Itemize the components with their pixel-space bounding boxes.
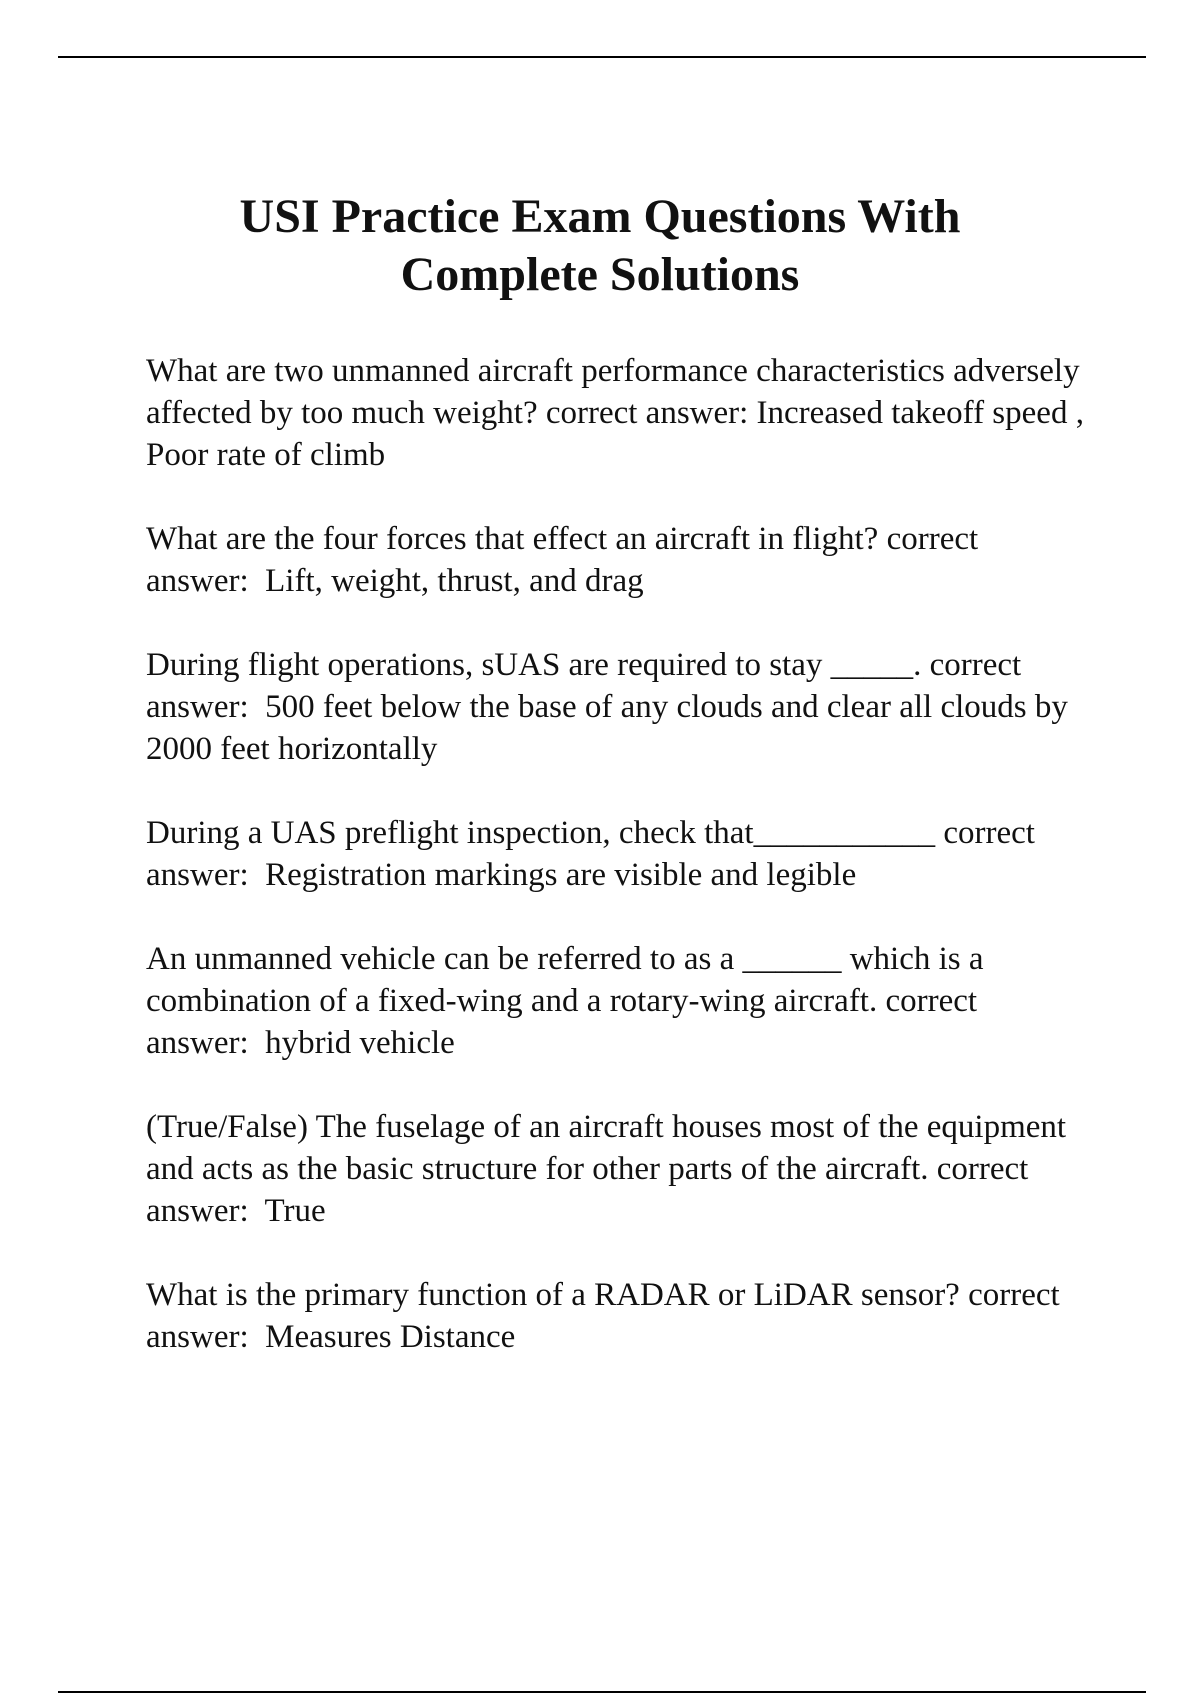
qa-item: What is the primary function of a RADAR or LiDAR sensor? correct answer: Measures Distance	[146, 1277, 1068, 1355]
qa-item: An unmanned vehicle can be referred to as a ______ which is a combination of a fixed-wing and a rotary-wing aircraft. correct answer: hybrid vehicle	[146, 941, 992, 1061]
qa-item: (True/False) The fuselage of an aircraft houses most of the equipment and acts as the basic structure for other parts of the aircraft. correct answer: True	[146, 1109, 1075, 1229]
question-answer-list	[146, 350, 1093, 1400]
top-divider	[58, 56, 1146, 58]
document-title-line-1: USI Practice Exam Questions With	[239, 190, 961, 243]
qa-item: What are the four forces that effect an aircraft in flight? correct answer: Lift, weight, thrust, and drag	[146, 521, 987, 599]
bottom-divider	[58, 1691, 1146, 1693]
qa-item: During a UAS preflight inspection, check that___________ correct answer: Registration markings are visible and legible	[146, 815, 1044, 893]
qa-item: During flight operations, sUAS are required to stay _____. correct answer: 500 feet below the base of any clouds and clear all clouds by 2000 feet horizontally	[146, 647, 1077, 767]
document-title	[100, 188, 1100, 304]
qa-item: What are two unmanned aircraft performance characteristics adversely affected by too much weight? correct answer: Increased takeoff speed , Poor rate of climb	[146, 353, 1093, 473]
document-title-line-2: Complete Solutions	[400, 248, 800, 301]
